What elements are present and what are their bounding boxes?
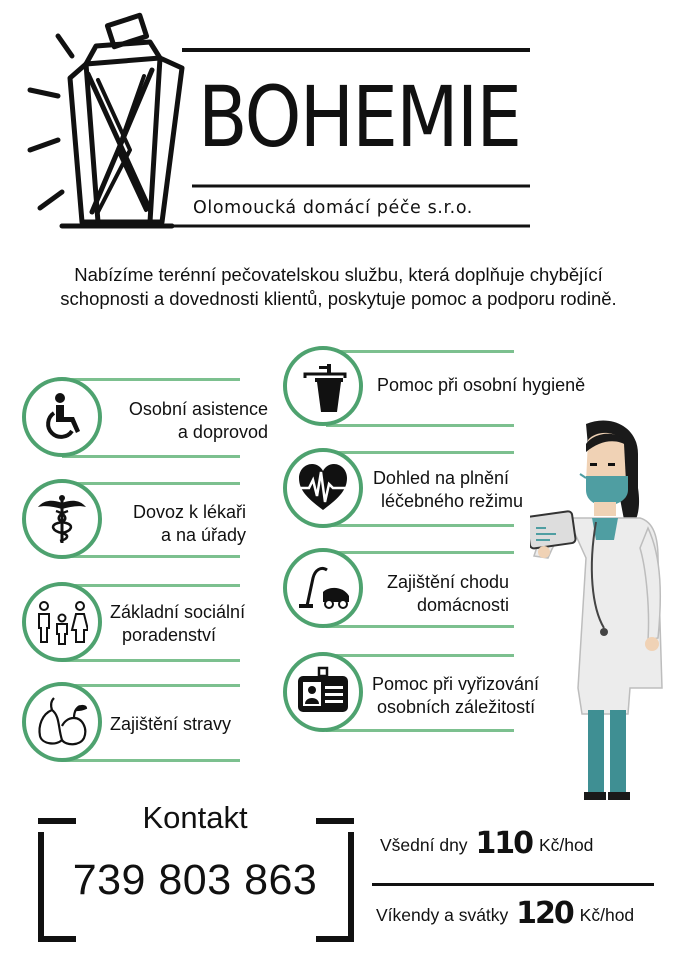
intro-text (0, 263, 677, 311)
decor-line (62, 482, 240, 485)
service-label-line: Dohled na plnění (372, 468, 510, 488)
decor-line (62, 378, 240, 381)
service-label-line: Zajištění chodu (386, 572, 510, 592)
price-weekdays (380, 826, 593, 861)
decor-line (62, 659, 240, 662)
price-label: Víkendy a svátky (376, 905, 509, 925)
nurse-illustration (530, 418, 677, 808)
service-label-line: Dovoz k lékaři (132, 502, 246, 522)
price-unit: Kč/hod (579, 905, 635, 925)
service-label (110, 713, 250, 736)
service-icon-circle (283, 652, 363, 732)
intro-line-2: schopnosti a dovednosti klientů, poskytuje pomoc a podporu rodině. (60, 288, 617, 309)
price-divider (372, 883, 654, 886)
decor-line (62, 584, 240, 587)
service-label (110, 398, 268, 444)
decor-line (326, 729, 514, 732)
service-label (110, 601, 270, 647)
decor-line (62, 555, 240, 558)
decor-line (62, 684, 240, 687)
service-icon-circle (283, 448, 363, 528)
fruit-icon (36, 696, 88, 748)
service-label (372, 467, 532, 513)
service-label-line: Pomoc při osobní hygieně (377, 375, 586, 395)
logo (0, 0, 677, 240)
service-label-line: poradenství (122, 625, 217, 645)
service-icon-circle (283, 346, 363, 426)
id-card-icon (297, 666, 349, 718)
decor-line (326, 524, 514, 527)
service-label-line: a doprovod (177, 422, 268, 442)
price-weekends (376, 896, 634, 931)
service-label (377, 374, 617, 397)
contact-phone[interactable]: 739 803 863 (72, 856, 318, 904)
service-icon-circle (22, 479, 102, 559)
service-icon-circle (22, 582, 102, 662)
service-icon-circle (22, 377, 102, 457)
price-unit: Kč/hod (538, 835, 594, 855)
decor-line (326, 451, 514, 454)
decor-line (326, 625, 514, 628)
vacuum-cleaner-icon (297, 562, 349, 614)
decor-line (326, 551, 514, 554)
washbasin-icon (297, 360, 349, 412)
service-label (368, 571, 528, 617)
decor-line (326, 654, 514, 657)
brand-name: BOHEMIE (198, 68, 521, 166)
service-icon-circle (283, 548, 363, 628)
service-label-line: Pomoc při vyřizování (372, 674, 540, 694)
service-label-line: Osobní asistence (128, 399, 268, 419)
service-label-line: Základní sociální (110, 602, 246, 622)
service-icon-circle (22, 682, 102, 762)
contact-title: Kontakt (142, 800, 248, 835)
service-label-line: léčebného režimu (380, 491, 524, 511)
service-label-line: osobních záležitostí (377, 697, 536, 717)
decor-line (62, 455, 240, 458)
service-label-line: Zajištění stravy (110, 714, 232, 734)
caduceus-icon (36, 493, 88, 545)
wheelchair-icon (36, 391, 88, 443)
decor-line (62, 759, 240, 762)
service-label-line: domácnosti (416, 595, 510, 615)
price-value: 110 (475, 826, 533, 861)
intro-line-1: Nabízíme terénní pečovatelskou službu, která doplňuje chybějící (74, 264, 603, 285)
service-label (110, 501, 246, 547)
decor-line (326, 424, 514, 427)
decor-line (326, 350, 514, 353)
service-label-line: a na úřady (160, 525, 246, 545)
heart-ecg-icon (297, 462, 349, 514)
price-label: Všední dny (380, 835, 468, 855)
family-icon (36, 596, 88, 648)
price-value: 120 (516, 896, 573, 931)
brand-subtitle: Olomoucká domácí péče s.r.o. (193, 198, 473, 218)
